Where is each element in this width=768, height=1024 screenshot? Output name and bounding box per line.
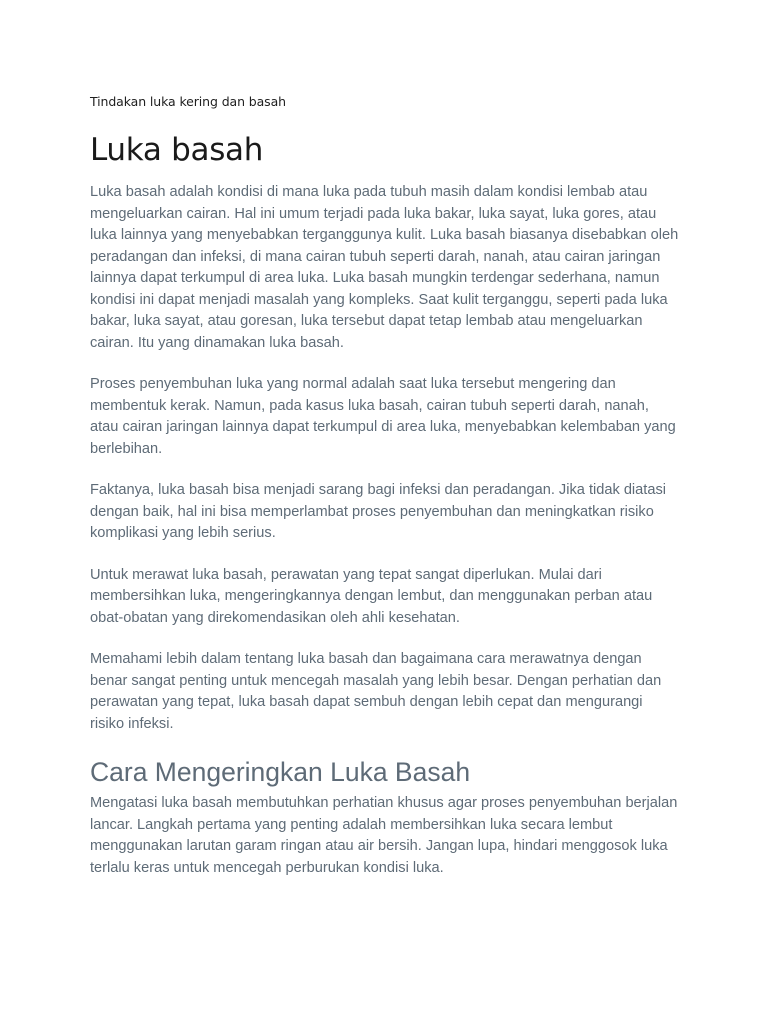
page-title: Luka basah: [90, 132, 264, 168]
paragraph-4: Untuk merawat luka basah, perawatan yang tepat sangat diperlukan. Mulai dari membersihkan luka, mengeringkannya dengan lembut, dan menggunakan perban atau obat-obatan yang direkomendasikan oleh ahli kesehatan.: [90, 566, 653, 626]
document-body: [90, 92, 680, 879]
section-heading: Cara Mengeringkan Luka Basah: [90, 757, 471, 787]
section-paragraph: Mengatasi luka basah membutuhkan perhatian khusus agar proses penyembuhan berjalan lancar. Langkah pertama yang penting adalah membersihkan luka secara lembut menggunakan larutan garam ringan atau air bersih. Jangan lupa, hindari menggosok luka terlalu keras untuk mencegah perburukan kondisi luka.: [90, 795, 678, 876]
paragraph-1: Luka basah adalah kondisi di mana luka pada tubuh masih dalam kondisi lembab atau mengeluarkan cairan. Hal ini umum terjadi pada luka bakar, luka sayat, luka gores, atau luka lainnya yang menyebabkan terganggunya kulit. Luka basah biasanya disebabkan oleh peradangan dan infeksi, di mana cairan tubuh seperti darah, nanah, atau cairan jaringan lainnya dapat terkumpul di area luka. Luka basah mungkin terdengar sederhana, namun kondisi ini dapat menjadi masalah yang kompleks. Saat kulit terganggu, seperti pada luka bakar, luka sayat, atau goresan, luka tersebut dapat tetap lembab atau mengeluarkan cairan. Itu yang dinamakan luka basah.: [90, 184, 679, 351]
document-label: Tindakan luka kering dan basah: [90, 94, 286, 109]
paragraph-3: Faktanya, luka basah bisa menjadi sarang bagi infeksi dan peradangan. Jika tidak diatasi dengan baik, hal ini bisa memperlambat proses penyembuhan dan meningkatkan risiko komplikasi yang lebih serius.: [90, 482, 667, 541]
paragraph-2: Proses penyembuhan luka yang normal adalah saat luka tersebut mengering dan membentuk kerak. Namun, pada kasus luka basah, cairan tubuh seperti darah, nanah, atau cairan jaringan lainnya dapat terkumpul di area luka, menyebabkan kelembaban yang berlebihan.: [90, 376, 676, 457]
paragraph-5: Memahami lebih dalam tentang luka basah dan bagaimana cara merawatnya dengan benar sangat penting untuk mencegah masalah yang lebih besar. Dengan perhatian dan perawatan yang tepat, luka basah dapat sembuh dengan lebih cepat dan mengurangi risiko infeksi.: [90, 651, 662, 732]
